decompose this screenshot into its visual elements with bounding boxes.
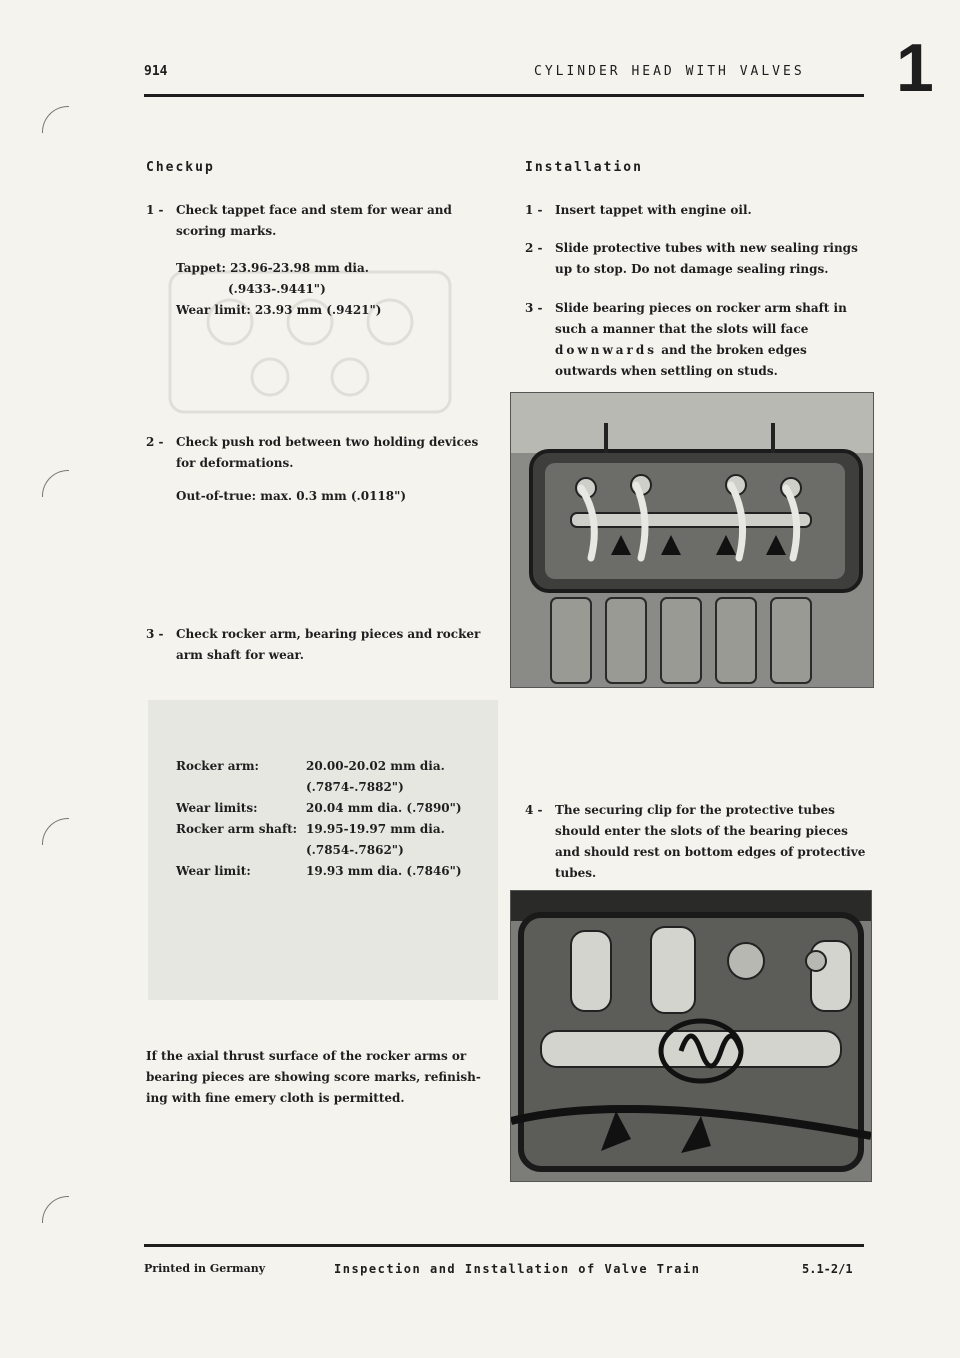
- spec-label: Wear limits:: [176, 801, 258, 815]
- spec-label: Wear limit:: [176, 864, 251, 878]
- valve-train-photo: [510, 392, 874, 688]
- push-rod-out-of-true: Out-of-true: max. 0.3 mm (.0118"): [176, 489, 407, 503]
- checkup-heading: Checkup: [146, 160, 215, 175]
- checkup-step-1: [146, 200, 486, 242]
- step-text: and the broken edges outwards when settling on studs.: [555, 343, 807, 378]
- step-text: Check tappet face and stem for wear and scoring marks.: [176, 203, 452, 238]
- step-number: 1 -: [525, 203, 543, 217]
- checkup-step-2: [146, 432, 486, 474]
- step-number: 3 -: [525, 301, 543, 315]
- spec-value: 20.04 mm dia. (.7890"): [306, 801, 462, 815]
- binder-hole-mark: [42, 1196, 69, 1223]
- spec-value: 19.95-19.97 mm dia.: [306, 822, 445, 836]
- tappet-spec: [176, 258, 476, 321]
- spec-value: (.7854-.7862"): [306, 843, 404, 857]
- tappet-dimension: Tappet: 23.96-23.98 mm dia.: [176, 261, 369, 275]
- step-number: 4 -: [525, 803, 543, 817]
- binder-hole-mark: [42, 470, 69, 497]
- spec-label: Rocker arm shaft:: [176, 822, 298, 836]
- step-text: Slide bearing pieces on rocker arm shaft in such a manner that the slots will face: [555, 301, 847, 336]
- refinish-note: If the axial thrust surface of the rocker arms or bearing pieces are showing score marks, refinish-ing with fine emery cloth is permitted.: [146, 1049, 481, 1105]
- binder-hole-mark: [42, 818, 69, 845]
- footer-printed-in: Printed in Germany: [144, 1262, 266, 1275]
- rocker-arm-specs: [176, 756, 496, 886]
- step-text: The securing clip for the protective tubes should enter the slots of the bearing pieces and should rest on bottom edges of protective tubes.: [555, 803, 866, 880]
- valve-train-photo-image: [511, 393, 873, 687]
- emphasized-word: downwards: [555, 343, 658, 357]
- step-number: 3 -: [146, 627, 164, 641]
- installation-step-3: [525, 298, 865, 382]
- page-number: 914: [144, 64, 168, 79]
- step-number: 2 -: [146, 435, 164, 449]
- binder-hole-mark: [42, 106, 69, 133]
- footer-rule: [144, 1244, 864, 1247]
- spec-value: 20.00-20.02 mm dia.: [306, 759, 445, 773]
- checkup-step-3: [146, 624, 496, 666]
- securing-clip-photo-image: [511, 891, 871, 1181]
- tappet-dimension-inch: (.9433-.9441"): [228, 282, 326, 296]
- step-text: Insert tappet with engine oil.: [555, 203, 752, 217]
- footer-page-ref: 5.1-2/1: [802, 1262, 853, 1276]
- securing-clip-photo: [510, 890, 872, 1182]
- chapter-number: 1: [896, 30, 934, 106]
- page-title: CYLINDER HEAD WITH VALVES: [534, 64, 805, 79]
- spec-value: 19.93 mm dia. (.7846"): [306, 864, 462, 878]
- footer-section-title: Inspection and Installation of Valve Train: [334, 1262, 701, 1276]
- installation-step-4: [525, 800, 870, 884]
- spec-value: (.7874-.7882"): [306, 780, 404, 794]
- step-text: Check push rod between two holding devices for deformations.: [176, 435, 479, 470]
- spec-label: Rocker arm:: [176, 759, 259, 773]
- step-number: 2 -: [525, 241, 543, 255]
- tappet-wear-limit: Wear limit: 23.93 mm (.9421"): [176, 303, 382, 317]
- installation-step-2: [525, 238, 870, 280]
- step-number: 1 -: [146, 203, 164, 217]
- installation-step-1: [525, 200, 865, 221]
- installation-heading: Installation: [525, 160, 643, 175]
- header-rule: [144, 94, 864, 97]
- step-text: Check rocker arm, bearing pieces and rocker arm shaft for wear.: [176, 627, 481, 662]
- step-text: Slide protective tubes with new sealing rings up to stop. Do not damage sealing rings.: [555, 241, 858, 276]
